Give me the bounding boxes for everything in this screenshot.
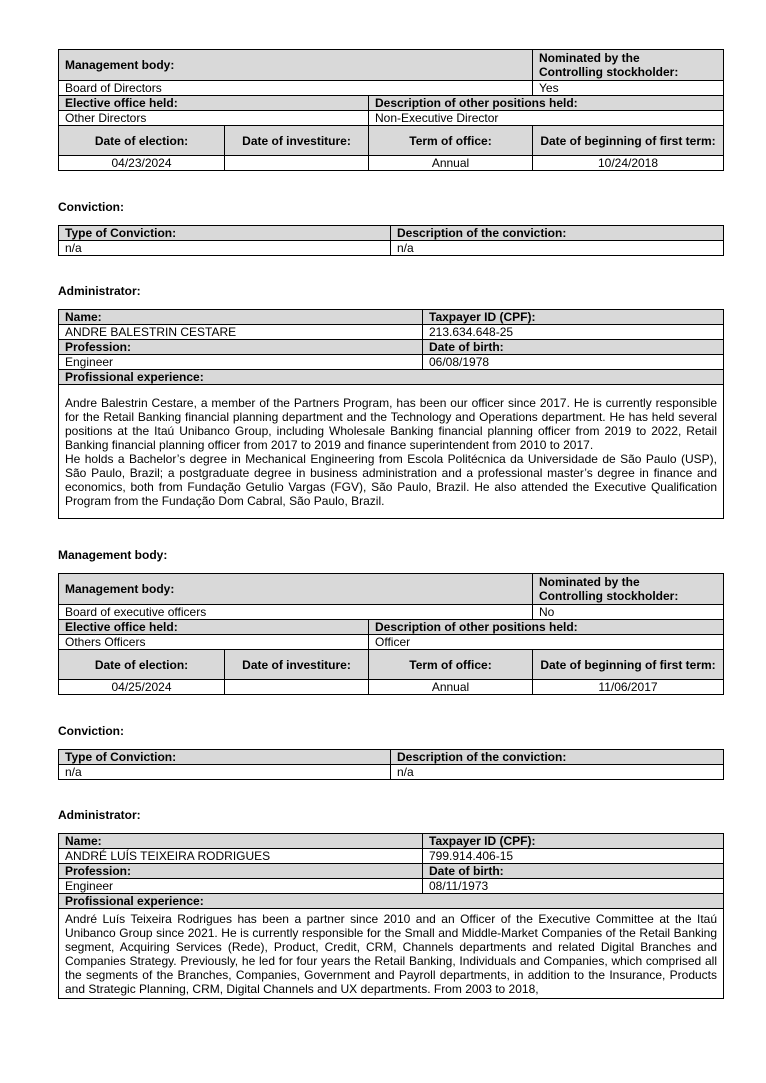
date-election-value: 04/23/2024 [59, 156, 225, 171]
other-positions-value: Non-Executive Director [369, 111, 724, 126]
taxpayer-label: Taxpayer ID (CPF): [423, 310, 724, 325]
experience-label: Profissional experience: [59, 370, 724, 385]
type-conviction-value: n/a [59, 241, 391, 256]
term-office-value: Annual [369, 680, 533, 695]
date-investiture-value [225, 680, 369, 695]
other-positions-label: Description of other positions held: [369, 96, 724, 111]
administrator-heading: Administrator: [58, 284, 141, 298]
date-first-term-value: 11/06/2017 [533, 680, 724, 695]
dob-value: 08/11/1973 [423, 879, 724, 894]
dob-value: 06/08/1978 [423, 355, 724, 370]
management-body-label: Management body: [59, 574, 533, 605]
administrator-table-1 [58, 309, 724, 519]
management-body-heading: Management body: [58, 548, 168, 562]
desc-conviction-value: n/a [391, 241, 724, 256]
term-office-value: Annual [369, 156, 533, 171]
experience-text [59, 909, 724, 999]
date-investiture-label: Date of investiture: [225, 126, 369, 156]
elective-office-label: Elective office held: [59, 96, 369, 111]
experience-text [59, 385, 724, 519]
date-first-term-label: Date of beginning of first term: [533, 650, 724, 680]
date-election-label: Date of election: [59, 650, 225, 680]
experience-paragraph-1: Andre Balestrin Cestare, a member of the Partners Program, has been our officer since 2017. He is currently responsible for the Retail Banking financial planning department and the Technology and Operations department. He has held several positions at the Itaú Unibanco Group, including Wholesale Banking financial planning officer from 2019 to 2022, Retail Banking financial planning officer from 2017 to 2019 and finance superintendent from 2010 to 2017. [65, 395, 717, 452]
administrator-heading: Administrator: [58, 808, 141, 822]
type-conviction-label: Type of Conviction: [59, 750, 391, 765]
profession-value: Engineer [59, 879, 423, 894]
experience-label: Profissional experience: [59, 894, 724, 909]
name-value: ANDRÉ LUÍS TEIXEIRA RODRIGUES [59, 849, 423, 864]
dob-label: Date of birth: [423, 340, 724, 355]
conviction-heading: Conviction: [58, 200, 124, 214]
date-investiture-value [225, 156, 369, 171]
management-body-table-2 [58, 573, 724, 695]
desc-conviction-value: n/a [391, 765, 724, 780]
elective-office-value: Other Directors [59, 111, 369, 126]
profession-value: Engineer [59, 355, 423, 370]
term-office-label: Term of office: [369, 650, 533, 680]
conviction-table-1 [58, 225, 724, 256]
management-body-label: Management body: [59, 50, 533, 81]
profession-label: Profession: [59, 340, 423, 355]
date-investiture-label: Date of investiture: [225, 650, 369, 680]
conviction-table-2 [58, 749, 724, 780]
experience-paragraph-2: He holds a Bachelor’s degree in Mechanical Engineering from Escola Politécnica da Universidade de São Paulo (USP), São Paulo, Brazil; a postgraduate degree in business administration and a professional master’s degree in finance and economics, both from Fundação Getulio Vargas (FGV), São Paulo, Brazil. He also attended the Executive Qualification Program from the Fundação Dom Cabral, São Paulo, Brazil. [65, 451, 717, 508]
term-office-label: Term of office: [369, 126, 533, 156]
profession-label: Profession: [59, 864, 423, 879]
desc-conviction-label: Description of the conviction: [391, 750, 724, 765]
management-body-value: Board of executive officers [59, 605, 533, 620]
date-first-term-label: Date of beginning of first term: [533, 126, 724, 156]
date-election-value: 04/25/2024 [59, 680, 225, 695]
date-election-label: Date of election: [59, 126, 225, 156]
desc-conviction-label: Description of the conviction: [391, 226, 724, 241]
management-body-table-1 [58, 49, 724, 171]
type-conviction-value: n/a [59, 765, 391, 780]
taxpayer-value: 213.634.648-25 [423, 325, 724, 340]
taxpayer-value: 799.914.406-15 [423, 849, 724, 864]
type-conviction-label: Type of Conviction: [59, 226, 391, 241]
name-label: Name: [59, 834, 423, 849]
elective-office-label: Elective office held: [59, 620, 369, 635]
dob-label: Date of birth: [423, 864, 724, 879]
nominated-label: Nominated by the Controlling stockholder: [533, 574, 724, 605]
other-positions-value: Officer [369, 635, 724, 650]
management-body-value: Board of Directors [59, 81, 533, 96]
administrator-table-2 [58, 833, 724, 999]
taxpayer-label: Taxpayer ID (CPF): [423, 834, 724, 849]
name-label: Name: [59, 310, 423, 325]
nominated-label: Nominated by the Controlling stockholder: [533, 50, 724, 81]
experience-paragraph-1: André Luís Teixeira Rodrigues has been a partner since 2010 and an Officer of the Executive Committee at the Itaú Unibanco Group since 2021. He is currently responsible for the Small and Middle-Market Companies of the Retail Banking segment, Acquiring Services (Rede), Product, Credit, CRM, Channels departments and related Digital Branches and Companies Strategy. Previously, he led for four years the Retail Banking, Individuals and Companies, which comprised all the segments of the Branches, Companies, Government and Payroll departments, in addition to the Insurance, Products and Strategic Planning, CRM, Digital Channels and UX departments. From 2003 to 2018, [65, 911, 717, 996]
name-value: ANDRE BALESTRIN CESTARE [59, 325, 423, 340]
nominated-value: No [533, 605, 724, 620]
elective-office-value: Others Officers [59, 635, 369, 650]
other-positions-label: Description of other positions held: [369, 620, 724, 635]
nominated-value: Yes [533, 81, 724, 96]
date-first-term-value: 10/24/2018 [533, 156, 724, 171]
conviction-heading: Conviction: [58, 724, 124, 738]
